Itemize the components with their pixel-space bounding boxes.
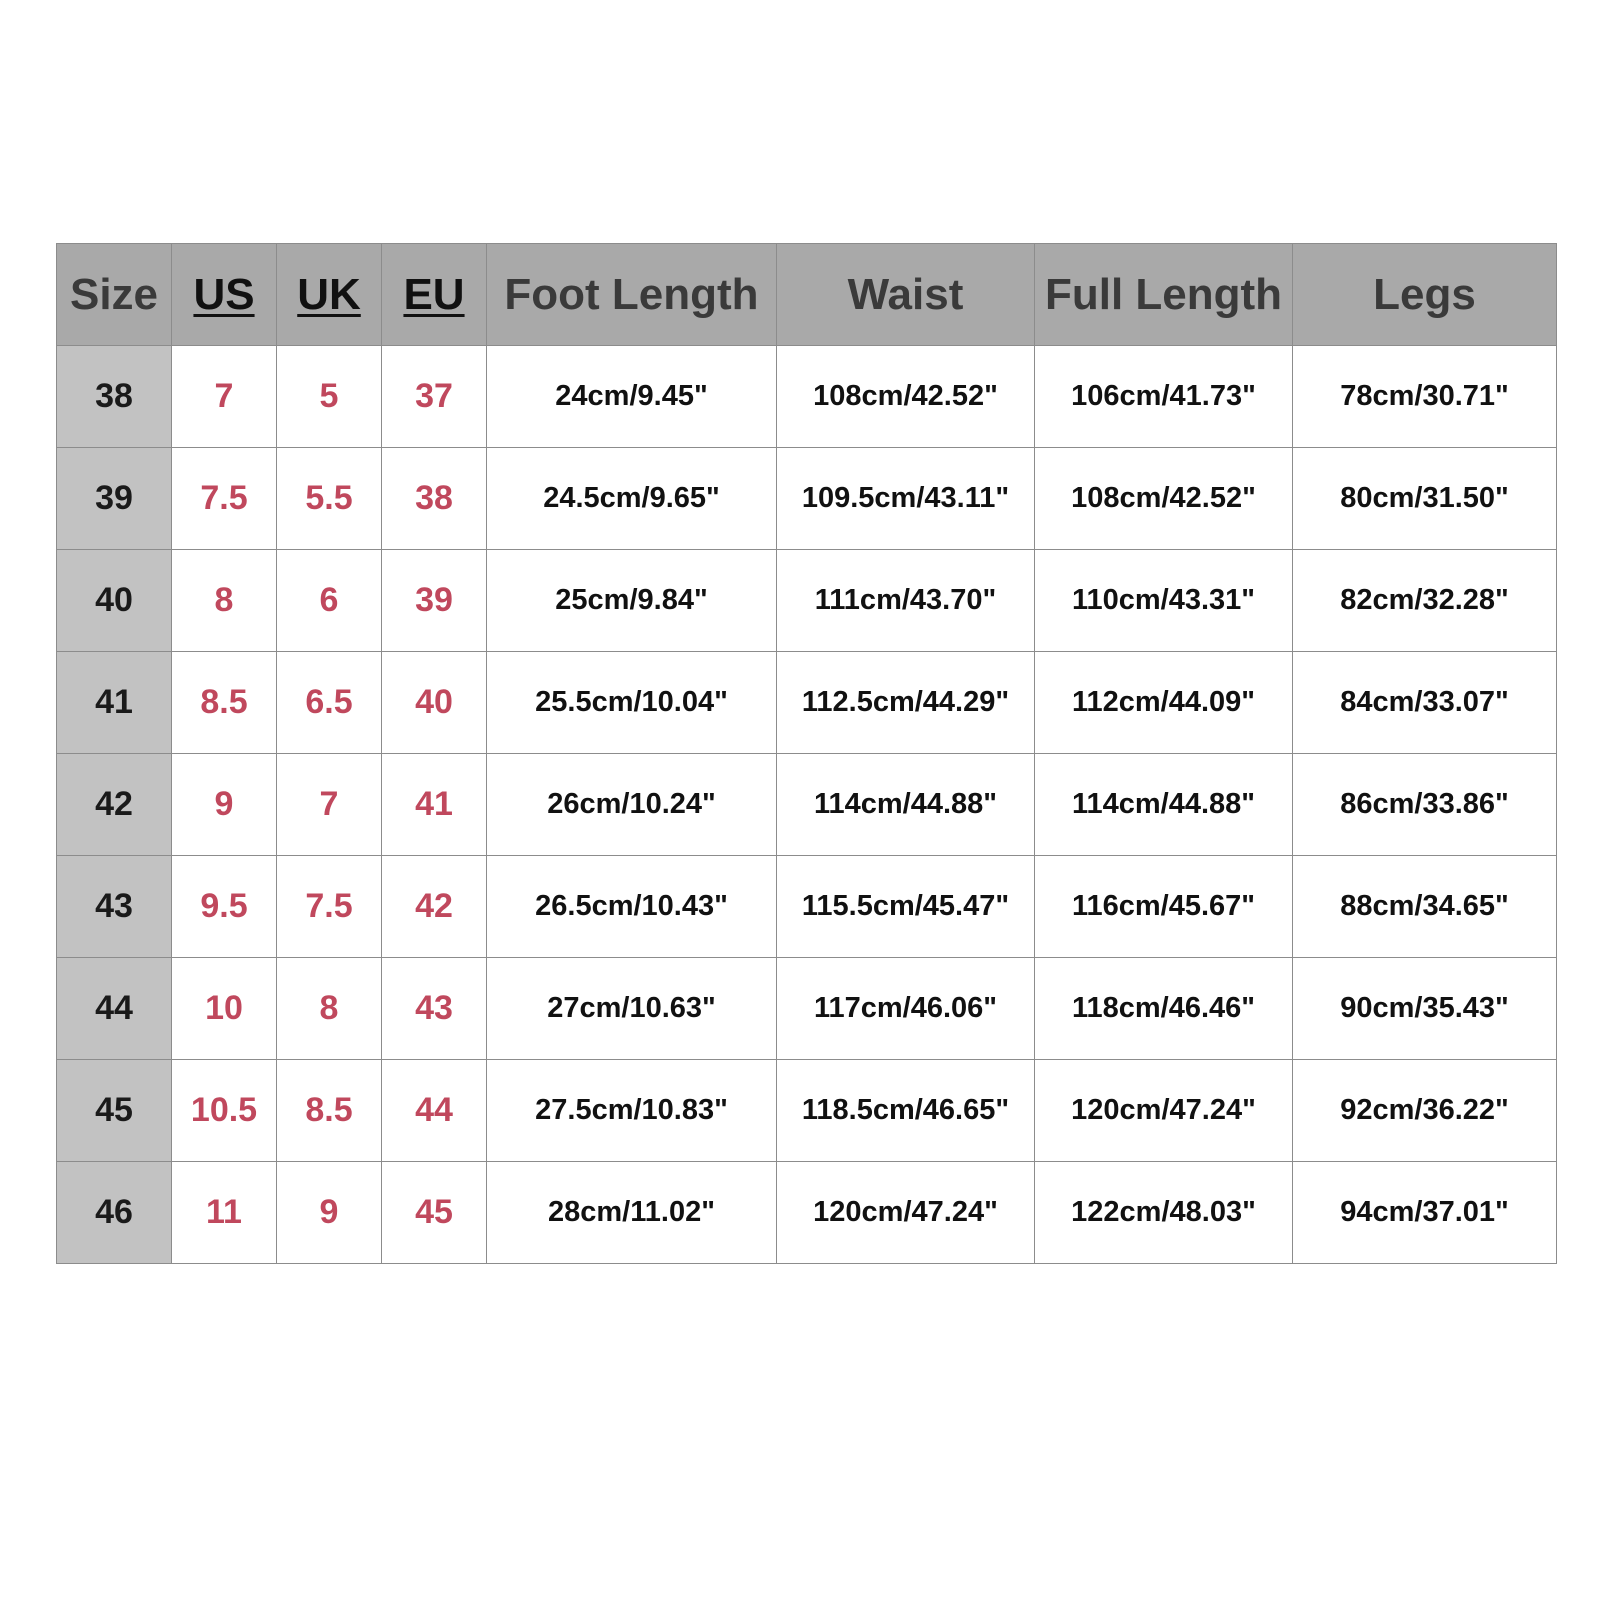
foot-length-cell: 27cm/10.63" bbox=[487, 958, 777, 1060]
eu-size-cell: 38 bbox=[382, 448, 487, 550]
us-size-cell: 8 bbox=[172, 550, 277, 652]
waist-cell: 118.5cm/46.65" bbox=[777, 1060, 1035, 1162]
full-length-cell: 122cm/48.03" bbox=[1035, 1162, 1293, 1264]
us-size-cell: 9 bbox=[172, 754, 277, 856]
eu-size-cell: 42 bbox=[382, 856, 487, 958]
foot-length-cell: 28cm/11.02" bbox=[487, 1162, 777, 1264]
header-legs: Legs bbox=[1293, 244, 1557, 346]
uk-size-cell: 7.5 bbox=[277, 856, 382, 958]
full-length-cell: 120cm/47.24" bbox=[1035, 1060, 1293, 1162]
size-chart-table bbox=[56, 243, 1557, 1264]
foot-length-cell: 27.5cm/10.83" bbox=[487, 1060, 777, 1162]
size-cell: 39 bbox=[57, 448, 172, 550]
legs-cell: 88cm/34.65" bbox=[1293, 856, 1557, 958]
header-full-length: Full Length bbox=[1035, 244, 1293, 346]
waist-cell: 117cm/46.06" bbox=[777, 958, 1035, 1060]
waist-cell: 109.5cm/43.11" bbox=[777, 448, 1035, 550]
header-foot-length: Foot Length bbox=[487, 244, 777, 346]
us-size-cell: 9.5 bbox=[172, 856, 277, 958]
waist-cell: 111cm/43.70" bbox=[777, 550, 1035, 652]
foot-length-cell: 26cm/10.24" bbox=[487, 754, 777, 856]
table-row bbox=[57, 652, 1557, 754]
uk-size-cell: 9 bbox=[277, 1162, 382, 1264]
table-row bbox=[57, 1060, 1557, 1162]
legs-cell: 92cm/36.22" bbox=[1293, 1060, 1557, 1162]
table-body bbox=[57, 346, 1557, 1264]
table-row bbox=[57, 346, 1557, 448]
full-length-cell: 116cm/45.67" bbox=[1035, 856, 1293, 958]
foot-length-cell: 24.5cm/9.65" bbox=[487, 448, 777, 550]
uk-size-cell: 6 bbox=[277, 550, 382, 652]
full-length-cell: 106cm/41.73" bbox=[1035, 346, 1293, 448]
foot-length-cell: 26.5cm/10.43" bbox=[487, 856, 777, 958]
eu-size-cell: 40 bbox=[382, 652, 487, 754]
us-size-cell: 7.5 bbox=[172, 448, 277, 550]
size-cell: 45 bbox=[57, 1060, 172, 1162]
table-row bbox=[57, 448, 1557, 550]
uk-size-cell: 7 bbox=[277, 754, 382, 856]
eu-size-cell: 45 bbox=[382, 1162, 487, 1264]
eu-size-cell: 37 bbox=[382, 346, 487, 448]
waist-cell: 114cm/44.88" bbox=[777, 754, 1035, 856]
legs-cell: 94cm/37.01" bbox=[1293, 1162, 1557, 1264]
waist-cell: 120cm/47.24" bbox=[777, 1162, 1035, 1264]
table-row bbox=[57, 754, 1557, 856]
us-size-cell: 7 bbox=[172, 346, 277, 448]
legs-cell: 82cm/32.28" bbox=[1293, 550, 1557, 652]
header-eu: EU bbox=[382, 244, 487, 346]
legs-cell: 84cm/33.07" bbox=[1293, 652, 1557, 754]
foot-length-cell: 25.5cm/10.04" bbox=[487, 652, 777, 754]
table-row bbox=[57, 958, 1557, 1060]
eu-size-cell: 41 bbox=[382, 754, 487, 856]
eu-size-cell: 43 bbox=[382, 958, 487, 1060]
size-cell: 46 bbox=[57, 1162, 172, 1264]
foot-length-cell: 25cm/9.84" bbox=[487, 550, 777, 652]
header-size: Size bbox=[57, 244, 172, 346]
foot-length-cell: 24cm/9.45" bbox=[487, 346, 777, 448]
uk-size-cell: 5.5 bbox=[277, 448, 382, 550]
size-cell: 42 bbox=[57, 754, 172, 856]
legs-cell: 90cm/35.43" bbox=[1293, 958, 1557, 1060]
uk-size-cell: 5 bbox=[277, 346, 382, 448]
us-size-cell: 11 bbox=[172, 1162, 277, 1264]
eu-size-cell: 39 bbox=[382, 550, 487, 652]
size-cell: 38 bbox=[57, 346, 172, 448]
waist-cell: 115.5cm/45.47" bbox=[777, 856, 1035, 958]
full-length-cell: 112cm/44.09" bbox=[1035, 652, 1293, 754]
header-us: US bbox=[172, 244, 277, 346]
eu-size-cell: 44 bbox=[382, 1060, 487, 1162]
full-length-cell: 110cm/43.31" bbox=[1035, 550, 1293, 652]
uk-size-cell: 6.5 bbox=[277, 652, 382, 754]
size-cell: 41 bbox=[57, 652, 172, 754]
table-row bbox=[57, 856, 1557, 958]
header-row bbox=[57, 244, 1557, 346]
full-length-cell: 114cm/44.88" bbox=[1035, 754, 1293, 856]
uk-size-cell: 8 bbox=[277, 958, 382, 1060]
legs-cell: 80cm/31.50" bbox=[1293, 448, 1557, 550]
size-cell: 44 bbox=[57, 958, 172, 1060]
legs-cell: 78cm/30.71" bbox=[1293, 346, 1557, 448]
full-length-cell: 118cm/46.46" bbox=[1035, 958, 1293, 1060]
size-cell: 43 bbox=[57, 856, 172, 958]
waist-cell: 108cm/42.52" bbox=[777, 346, 1035, 448]
uk-size-cell: 8.5 bbox=[277, 1060, 382, 1162]
table-header bbox=[57, 244, 1557, 346]
table-row bbox=[57, 550, 1557, 652]
legs-cell: 86cm/33.86" bbox=[1293, 754, 1557, 856]
us-size-cell: 8.5 bbox=[172, 652, 277, 754]
us-size-cell: 10.5 bbox=[172, 1060, 277, 1162]
header-waist: Waist bbox=[777, 244, 1035, 346]
size-cell: 40 bbox=[57, 550, 172, 652]
table-row bbox=[57, 1162, 1557, 1264]
waist-cell: 112.5cm/44.29" bbox=[777, 652, 1035, 754]
full-length-cell: 108cm/42.52" bbox=[1035, 448, 1293, 550]
us-size-cell: 10 bbox=[172, 958, 277, 1060]
header-uk: UK bbox=[277, 244, 382, 346]
